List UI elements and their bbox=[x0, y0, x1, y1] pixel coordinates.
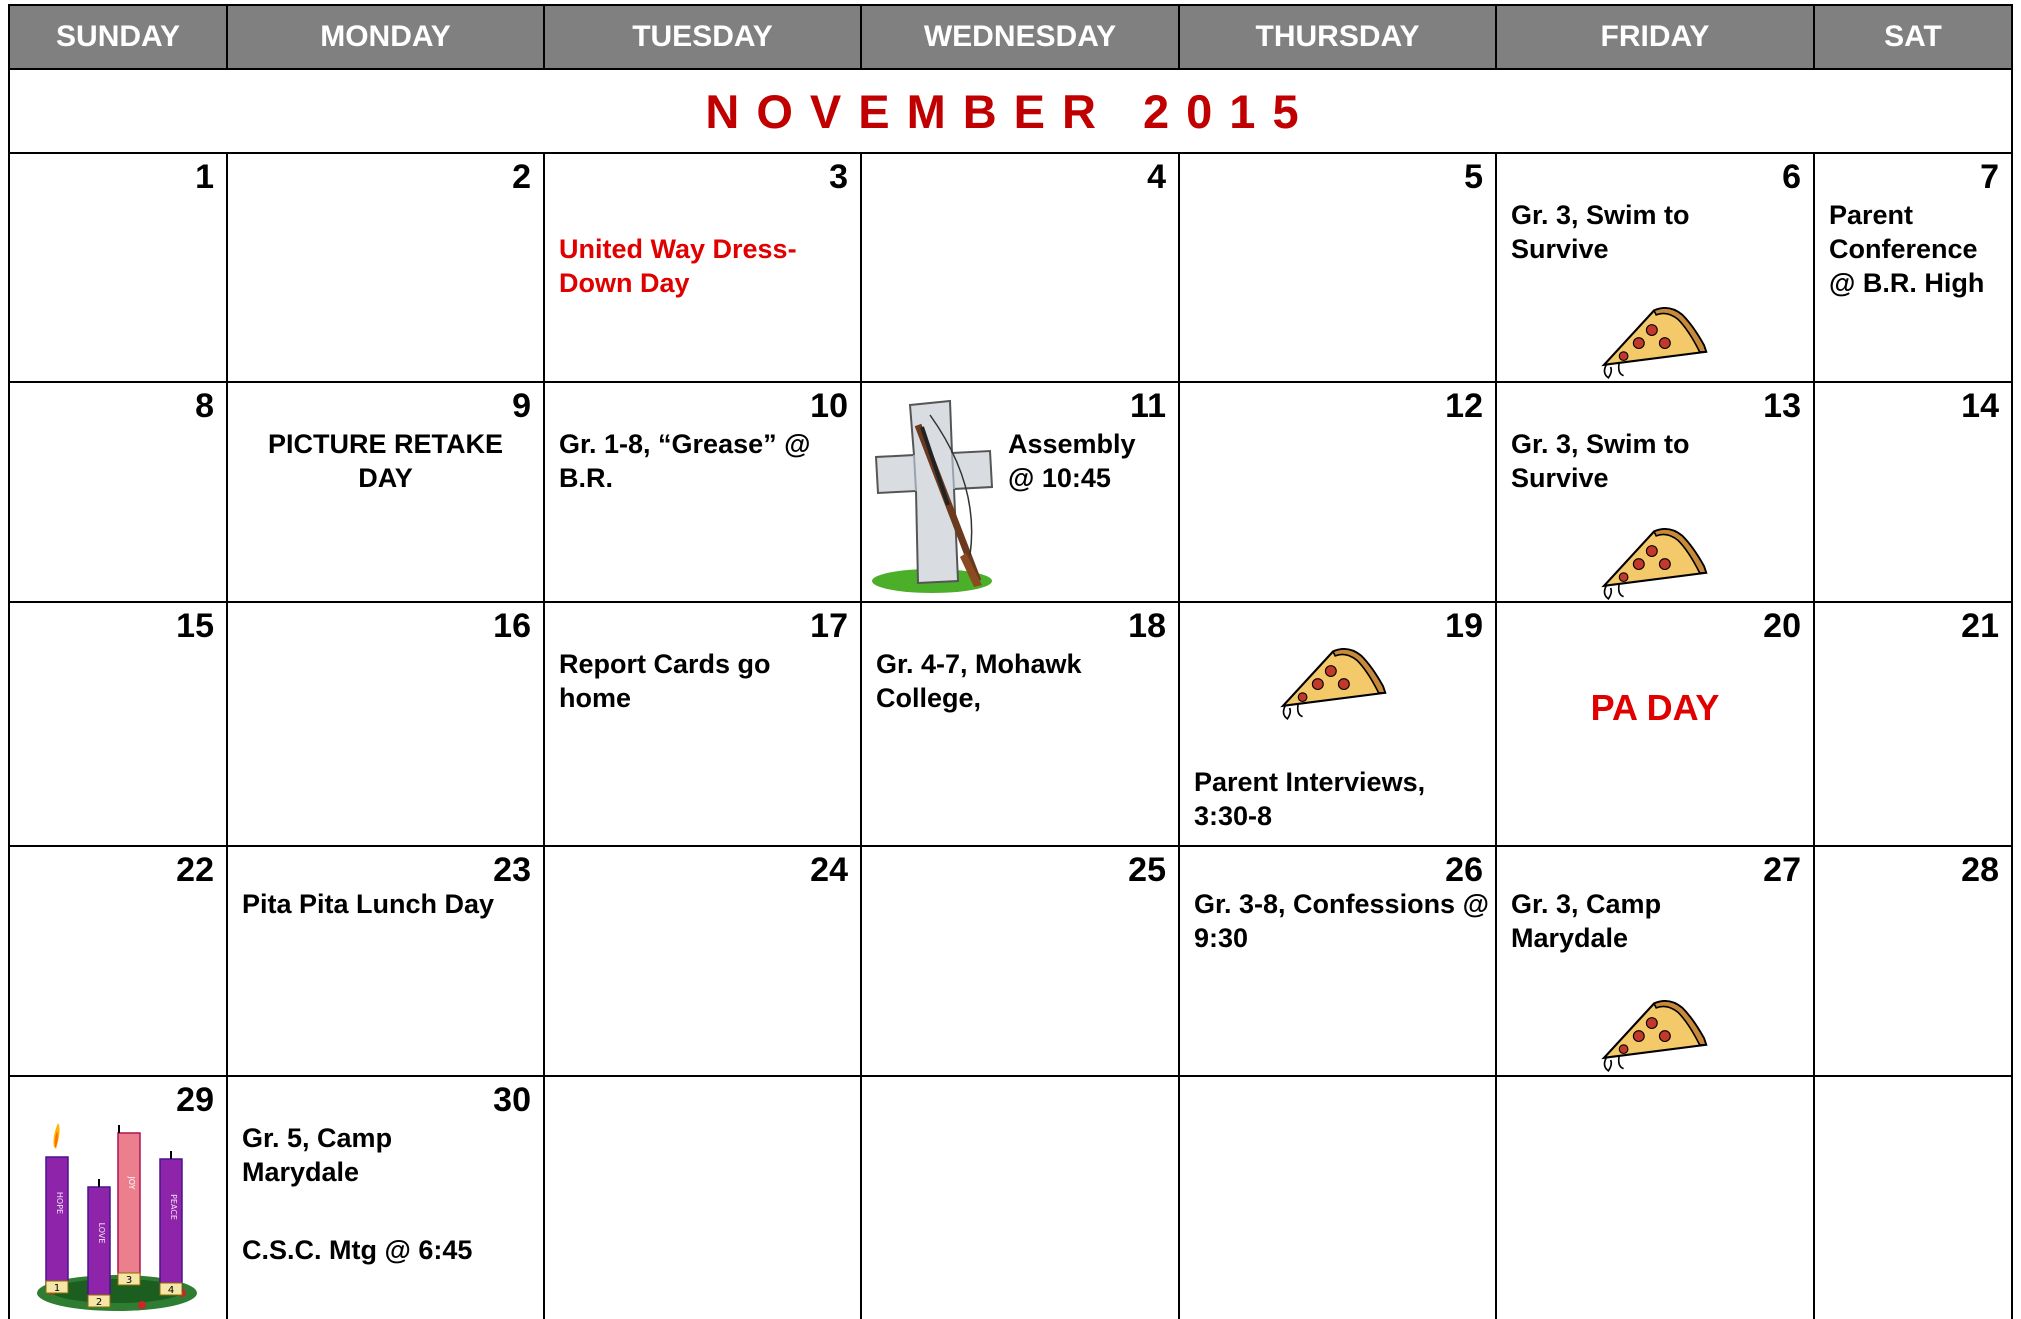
event-united-way: United Way Dress-Down Day bbox=[559, 234, 797, 298]
pizza-slice-icon bbox=[1595, 997, 1713, 1073]
day-cell-21[interactable] bbox=[1815, 603, 2011, 845]
empty-cell bbox=[1180, 1077, 1495, 1319]
day-cell-30[interactable] bbox=[228, 1077, 543, 1319]
advent-wreath-icon bbox=[32, 1123, 202, 1317]
event-confessions: Gr. 3-8, Confessions @ 9:30 bbox=[1194, 889, 1489, 953]
remembrance-cross-icon bbox=[870, 395, 1000, 595]
event-csc-meeting: C.S.C. Mtg @ 6:45 bbox=[242, 1235, 473, 1265]
day-number: 28 bbox=[1961, 851, 1999, 889]
day-cell-15[interactable] bbox=[10, 603, 226, 845]
advent-number: 4 bbox=[167, 1285, 175, 1296]
day-cell-29[interactable] bbox=[10, 1077, 226, 1319]
event-assembly: Assembly @ 10:45 bbox=[1008, 429, 1136, 493]
weekday-header-wednesday: WEDNESDAY bbox=[862, 6, 1178, 68]
day-cell-13[interactable] bbox=[1497, 383, 1813, 601]
day-cell-26[interactable] bbox=[1180, 847, 1495, 1075]
day-number: 18 bbox=[1128, 607, 1166, 645]
day-cell-27[interactable] bbox=[1497, 847, 1813, 1075]
day-cell-19[interactable] bbox=[1180, 603, 1495, 845]
weekday-header-saturday: SAT bbox=[1815, 6, 2011, 68]
day-number: 26 bbox=[1445, 851, 1483, 889]
day-cell-12[interactable] bbox=[1180, 383, 1495, 601]
advent-label-joy: JOY bbox=[127, 1176, 136, 1190]
day-cell-4[interactable] bbox=[862, 154, 1178, 381]
day-number: 14 bbox=[1961, 387, 1999, 425]
event-parent-interviews: Parent Interviews, 3:30-8 bbox=[1194, 767, 1426, 831]
day-number: 10 bbox=[810, 387, 848, 425]
day-cell-10[interactable] bbox=[545, 383, 860, 601]
day-cell-23[interactable] bbox=[228, 847, 543, 1075]
day-cell-7[interactable] bbox=[1815, 154, 2011, 381]
day-number: 17 bbox=[810, 607, 848, 645]
advent-label-hope: HOPE bbox=[55, 1191, 64, 1215]
event-pita-pita-lunch: Pita Pita Lunch Day bbox=[242, 889, 495, 919]
day-cell-16[interactable] bbox=[228, 603, 543, 845]
pizza-slice-icon bbox=[1595, 304, 1713, 380]
day-number: 25 bbox=[1128, 851, 1166, 889]
day-number: 19 bbox=[1445, 607, 1483, 645]
event-mohawk-college: Gr. 4-7, Mohawk College, bbox=[876, 649, 1082, 713]
day-cell-28[interactable] bbox=[1815, 847, 2011, 1075]
day-number: 23 bbox=[493, 851, 531, 889]
day-number: 22 bbox=[176, 851, 214, 889]
day-number: 13 bbox=[1763, 387, 1801, 425]
advent-number: 1 bbox=[53, 1283, 61, 1294]
empty-cell bbox=[1815, 1077, 2011, 1319]
day-number: 11 bbox=[1130, 387, 1166, 425]
day-cell-25[interactable] bbox=[862, 847, 1178, 1075]
day-number: 16 bbox=[493, 607, 531, 645]
day-cell-22[interactable] bbox=[10, 847, 226, 1075]
day-number: 4 bbox=[1147, 158, 1166, 196]
pizza-slice-icon bbox=[1274, 645, 1392, 721]
weekday-header-friday: FRIDAY bbox=[1497, 6, 1813, 68]
day-cell-11[interactable] bbox=[862, 383, 1178, 601]
day-cell-1[interactable] bbox=[10, 154, 226, 381]
day-cell-8[interactable] bbox=[10, 383, 226, 601]
day-number: 21 bbox=[1961, 607, 1999, 645]
day-cell-2[interactable] bbox=[228, 154, 543, 381]
advent-label-peace: PEACE bbox=[169, 1194, 178, 1220]
day-cell-6[interactable] bbox=[1497, 154, 1813, 381]
empty-cell bbox=[862, 1077, 1178, 1319]
day-cell-3[interactable] bbox=[545, 154, 860, 381]
empty-cell bbox=[1497, 1077, 1813, 1319]
day-cell-20[interactable] bbox=[1497, 603, 1813, 845]
month-title: NOVEMBER 2015 bbox=[705, 84, 1316, 138]
day-number: 29 bbox=[176, 1081, 214, 1119]
advent-number: 2 bbox=[95, 1297, 103, 1308]
day-cell-24[interactable] bbox=[545, 847, 860, 1075]
day-number: 8 bbox=[195, 387, 214, 425]
day-number: 30 bbox=[493, 1081, 531, 1119]
event-camp-marydale: Gr. 5, Camp Marydale bbox=[242, 1123, 393, 1187]
event-report-cards: Report Cards go home bbox=[559, 649, 771, 713]
day-number: 20 bbox=[1763, 607, 1801, 645]
day-cell-18[interactable] bbox=[862, 603, 1178, 845]
day-number: 5 bbox=[1464, 158, 1483, 196]
event-swim-to-survive: Gr. 3, Swim to Survive bbox=[1511, 200, 1690, 264]
calendar bbox=[8, 4, 2013, 1319]
empty-cell bbox=[545, 1077, 860, 1319]
weekday-header-tuesday: TUESDAY bbox=[545, 6, 860, 68]
event-parent-conference: Parent Conference @ B.R. High bbox=[1829, 200, 1985, 298]
day-number: 27 bbox=[1763, 851, 1801, 889]
weekday-header-thursday: THURSDAY bbox=[1180, 6, 1495, 68]
day-number: 12 bbox=[1445, 387, 1483, 425]
day-cell-14[interactable] bbox=[1815, 383, 2011, 601]
event-picture-retake: PICTURE RETAKE DAY bbox=[267, 429, 503, 493]
day-number: 1 bbox=[195, 158, 214, 196]
event-pa-day: PA DAY bbox=[1590, 687, 1720, 728]
advent-number: 3 bbox=[125, 1275, 133, 1286]
pizza-slice-icon bbox=[1595, 525, 1713, 601]
day-cell-5[interactable] bbox=[1180, 154, 1495, 381]
day-number: 6 bbox=[1782, 158, 1801, 196]
day-number: 24 bbox=[810, 851, 848, 889]
day-number: 15 bbox=[176, 607, 214, 645]
event-grease: Gr. 1-8, “Grease” @ B.R. bbox=[559, 429, 811, 493]
day-cell-17[interactable] bbox=[545, 603, 860, 845]
day-number: 7 bbox=[1980, 158, 1999, 196]
day-number: 2 bbox=[512, 158, 531, 196]
weekday-header-monday: MONDAY bbox=[228, 6, 543, 68]
day-number: 3 bbox=[829, 158, 848, 196]
day-number: 9 bbox=[512, 387, 531, 425]
day-cell-9[interactable] bbox=[228, 383, 543, 601]
advent-label-love: LOVE bbox=[97, 1222, 106, 1244]
event-swim-to-survive: Gr. 3, Swim to Survive bbox=[1511, 429, 1690, 493]
event-camp-marydale: Gr. 3, Camp Marydale bbox=[1511, 889, 1662, 953]
weekday-header-sunday: SUNDAY bbox=[10, 6, 226, 68]
